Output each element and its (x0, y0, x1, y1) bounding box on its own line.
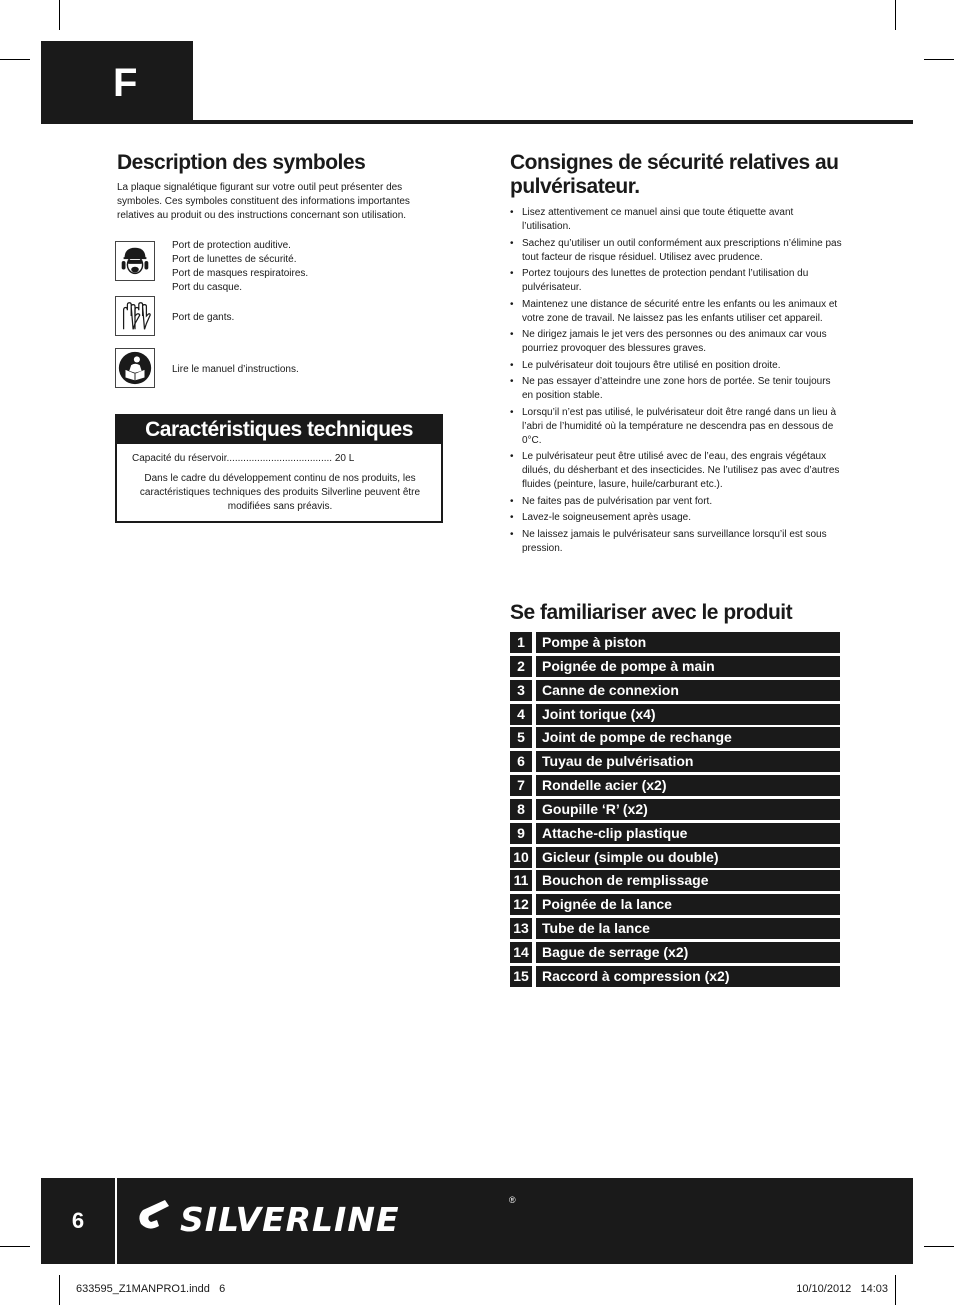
symbols-intro: La plaque signalétique figurant sur votre outil peut présenter des symboles. Ces symboles constituent des informations importantes relatives au produit ou des instructions concernant son utilisation. (117, 182, 410, 221)
product-title: Se familiariser avec le produit (510, 601, 793, 624)
part-name: Gicleur (simple ou double) (536, 847, 840, 868)
list-item: • Ne dirigez jamais le jet vers des personnes ou des animaux car vous pourriez provoquer des blessures graves. (510, 328, 842, 356)
part-name: Rondelle acier (x2) (536, 775, 840, 796)
part-name: Poignée de la lance (536, 894, 840, 915)
list-item: • Lavez-le soigneusement après usage. (510, 511, 842, 525)
symbol-text-manual: Lire le manuel d’instructions. (172, 364, 299, 375)
list-item (510, 894, 840, 915)
wrench-logo-icon (135, 1194, 177, 1238)
part-number: 11 (510, 870, 532, 891)
crop-mark (59, 1275, 60, 1305)
ppe-head-icon (115, 241, 155, 281)
specs-note: Dans le cadre du développement continu de nos produits, les caractéristiques techniques des produits Silverline peuvent être modifiées sans préavis. (139, 473, 421, 512)
list-item: • Portez toujours des lunettes de protection pendant l’utilisation du pulvérisateur. (510, 267, 842, 295)
list-item: • Le pulvérisateur peut être utilisé avec de l’eau, des engrais végétaux dilués, du désherbant et des insecticides. Ne l’utilisez pas avec d’autres fluides (peinture, lasure, huile/carburant etc.). (510, 450, 842, 492)
part-number: 15 (510, 966, 532, 987)
part-number: 6 (510, 751, 532, 772)
part-number: 5 (510, 727, 532, 748)
header-rule (41, 120, 913, 124)
list-item (510, 966, 840, 987)
list-item (510, 870, 840, 891)
crop-mark (0, 59, 30, 60)
read-manual-icon (115, 348, 155, 388)
capacity-value: 20 L (334, 453, 355, 464)
part-name: Goupille ‘R’ (x2) (536, 799, 840, 820)
list-item (510, 775, 840, 796)
part-number: 13 (510, 918, 532, 939)
part-number: 10 (510, 847, 532, 868)
parts-list (510, 632, 840, 990)
file-info: 633595_Z1MANPRO1.indd 6 (76, 1283, 226, 1295)
capacity-leader: ...................................... (226, 453, 333, 464)
part-name: Poignée de pompe à main (536, 656, 840, 677)
file-date: 10/10/2012 14:03 (796, 1283, 888, 1295)
list-item (510, 680, 840, 701)
part-name: Raccord à compression (x2) (536, 966, 840, 987)
list-item: • Ne faites pas de pulvérisation par vent fort. (510, 495, 842, 509)
registered-mark: ® (509, 1195, 516, 1205)
part-number: 9 (510, 823, 532, 844)
footer-bar (41, 1178, 913, 1264)
list-item: • Maintenez une distance de sécurité entre les enfants ou les animaux et votre zone de travail. Ne laissez pas les enfants utiliser cet appareil. (510, 298, 842, 326)
gloves-icon (115, 296, 155, 336)
safety-list (510, 206, 842, 558)
silverline-logo (135, 1188, 516, 1248)
list-item (510, 727, 840, 748)
crop-mark (924, 59, 954, 60)
crop-mark (0, 1246, 30, 1247)
list-item (510, 799, 840, 820)
list-item (510, 918, 840, 939)
capacity-row (132, 452, 432, 466)
part-name: Pompe à piston (536, 632, 840, 653)
footer-divider (115, 1178, 117, 1264)
safety-title: Consignes de sécurité relatives au pulvérisateur. (510, 151, 839, 199)
part-number: 8 (510, 799, 532, 820)
crop-mark (924, 1246, 954, 1247)
part-name: Attache-clip plastique (536, 823, 840, 844)
capacity-label: Capacité du réservoir (132, 453, 227, 464)
part-number: 2 (510, 656, 532, 677)
part-name: Joint torique (x4) (536, 704, 840, 725)
crop-mark (59, 0, 60, 30)
part-number: 4 (510, 704, 532, 725)
part-name: Joint de pompe de rechange (536, 727, 840, 748)
list-item (510, 632, 840, 653)
list-item: • Ne laissez jamais le pulvérisateur sans surveillance lorsqu’il est sous pression. (510, 528, 842, 556)
symbol-text-gloves: Port de gants. (172, 312, 235, 323)
part-name: Tube de la lance (536, 918, 840, 939)
list-item (510, 823, 840, 844)
crop-mark (895, 0, 896, 30)
list-item: • Lisez attentivement ce manuel ainsi que toute étiquette avant l’utilisation. (510, 206, 842, 234)
list-item (510, 704, 840, 725)
part-number: 12 (510, 894, 532, 915)
part-name: Canne de connexion (536, 680, 840, 701)
specs-title: Caractéristiques techniques (117, 416, 441, 444)
list-item: • Le pulvérisateur doit toujours être utilisé en position droite. (510, 359, 842, 373)
page-number: 6 (71, 1208, 85, 1233)
specs-box (115, 414, 443, 523)
part-name: Tuyau de pulvérisation (536, 751, 840, 772)
symbols-title: Description des symboles (117, 151, 366, 174)
list-item (510, 847, 840, 868)
part-number: 14 (510, 942, 532, 963)
list-item: • Ne pas essayer d’atteindre une zone hors de portée. Se tenir toujours en position stable. (510, 375, 842, 403)
list-item (510, 656, 840, 677)
symbol-text-ppe: Port de protection auditive. Port de lunettes de sécurité. Port de masques respiratoires. Port du casque. (172, 240, 309, 293)
list-item: • Lorsqu’il n’est pas utilisé, le pulvérisateur doit être rangé dans un lieu à l’abri de l’humidité où la température ne descendra pas en dessous de 0°C. (510, 406, 842, 448)
part-number: 1 (510, 632, 532, 653)
list-item: • Sachez qu’utiliser un outil conformément aux prescriptions n’élimine pas tout facteur de risque résiduel. Utilisez avec prudence. (510, 237, 842, 265)
part-name: Bouchon de remplissage (536, 870, 840, 891)
language-tab (41, 41, 193, 122)
list-item (510, 751, 840, 772)
crop-mark (895, 1275, 896, 1305)
list-item (510, 942, 840, 963)
part-number: 7 (510, 775, 532, 796)
brand-wordmark: SILVERLINE (180, 1200, 400, 1239)
part-name: Bague de serrage (x2) (536, 942, 840, 963)
language-letter: F (113, 61, 138, 105)
part-number: 3 (510, 680, 532, 701)
